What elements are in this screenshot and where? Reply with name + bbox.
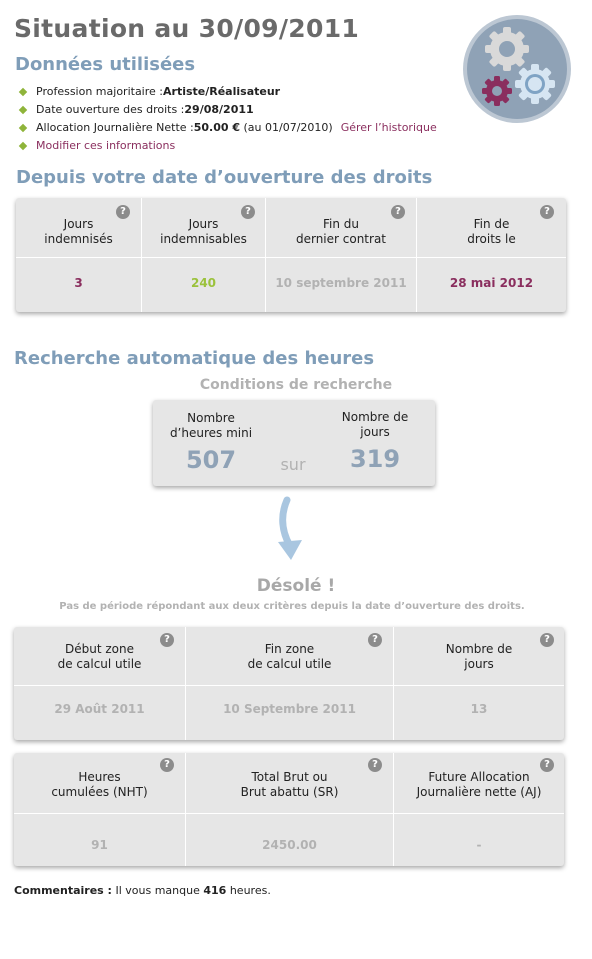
- value-jours-indemnisables: 240: [190, 276, 217, 290]
- diamond-bullet-icon: [19, 142, 27, 150]
- value-heures-cumulees: 91: [91, 838, 108, 852]
- help-icon[interactable]: ?: [540, 758, 554, 772]
- heures-col-nht: [14, 753, 186, 866]
- modify-info-link[interactable]: Modifier ces informations: [36, 139, 176, 152]
- result-title: Désolé !: [256, 576, 336, 596]
- col-header-line2: indemnisés: [44, 232, 113, 246]
- zone-col-jours: [394, 627, 564, 740]
- col-header-line1: Fin de: [473, 217, 510, 231]
- recherche-heading: Recherche automatique des heures: [14, 348, 375, 369]
- col-header-line1: Début zone: [65, 642, 134, 656]
- col-header-line1: Heures: [78, 770, 121, 784]
- help-icon[interactable]: ?: [391, 205, 405, 219]
- heures-col-brut: [186, 753, 394, 866]
- col-header-line1: Jours: [63, 217, 94, 231]
- date-value: 29/08/2011: [184, 103, 254, 116]
- col-header-line2: indemnisables: [160, 232, 247, 246]
- donnees-list: [18, 83, 437, 155]
- depuis-card: [16, 198, 566, 312]
- diamond-bullet-icon: [19, 124, 27, 132]
- help-icon[interactable]: ?: [160, 633, 174, 647]
- conditions-card: [153, 400, 435, 486]
- col-header-line2: Brut abattu (SR): [240, 785, 339, 799]
- heures-card: [14, 753, 564, 866]
- value-future-allocation: -: [476, 838, 482, 852]
- mini-header-line1: Nombre: [187, 411, 235, 425]
- sur-label: sur: [280, 455, 306, 474]
- list-item: [18, 119, 437, 137]
- profession-value: Artiste/Réalisateur: [163, 85, 281, 98]
- help-icon[interactable]: ?: [540, 205, 554, 219]
- diamond-bullet-icon: [19, 88, 27, 96]
- donnees-heading: Données utilisées: [15, 54, 196, 75]
- list-item: [18, 83, 437, 101]
- value-fin-zone: 10 Septembre 2011: [223, 702, 356, 716]
- commentaires-label: Commentaires :: [14, 884, 112, 897]
- zone-col-fin: [186, 627, 394, 740]
- heures-mini-value: 507: [185, 446, 237, 474]
- commentaires: [14, 884, 271, 897]
- gears-icon: [461, 13, 573, 125]
- col-header-line2: cumulées (NHT): [51, 785, 148, 799]
- col-header-line2: de calcul utile: [247, 657, 332, 671]
- help-icon[interactable]: ?: [241, 205, 255, 219]
- col-header-line1: Fin du: [322, 217, 359, 231]
- col-header-line1: Future Allocation: [428, 770, 530, 784]
- depuis-col-fin-droits: [417, 198, 566, 312]
- value-total-brut: 2450.00: [262, 838, 317, 852]
- page-title: Situation au 30/09/2011: [14, 14, 360, 43]
- heures-col-aj: [394, 753, 564, 866]
- col-header-line2: dernier contrat: [295, 232, 387, 246]
- depuis-heading: Depuis votre date d’ouverture des droits: [16, 167, 433, 188]
- help-icon[interactable]: ?: [116, 205, 130, 219]
- jours-header-line1: Nombre de: [341, 410, 409, 424]
- zone-card: [14, 627, 564, 740]
- conditions-heading: Conditions de recherche: [199, 377, 393, 393]
- zone-col-debut: [14, 627, 186, 740]
- value-jours-indemnises: 3: [74, 276, 83, 290]
- col-header-line2: de calcul utile: [57, 657, 142, 671]
- col-header-line2: droits le: [467, 232, 516, 246]
- mini-header-line2: d’heures mini: [169, 426, 253, 440]
- diamond-bullet-icon: [19, 106, 27, 114]
- list-item: [18, 137, 437, 155]
- help-icon[interactable]: ?: [160, 758, 174, 772]
- col-header-line1: Fin zone: [264, 642, 315, 656]
- value-fin-droits: 28 mai 2012: [449, 276, 534, 290]
- alloc-date: (au 01/07/2010): [240, 121, 333, 134]
- commentaires-text2: heures.: [226, 884, 271, 897]
- help-icon[interactable]: ?: [368, 758, 382, 772]
- value-nombre-jours: 13: [470, 702, 488, 716]
- missing-hours: 416: [203, 884, 227, 897]
- commentaires-text1: Il vous manque: [111, 884, 204, 897]
- col-header-line2: jours: [464, 657, 494, 671]
- col-header-line1: Nombre de: [445, 642, 513, 656]
- depuis-col-fin-contrat: [266, 198, 417, 312]
- jours-header-line2: jours: [360, 425, 390, 439]
- alloc-value: 50.00 €: [193, 121, 241, 134]
- col-header-line1: Jours: [188, 217, 219, 231]
- profession-label: Profession majoritaire :: [36, 85, 163, 98]
- depuis-col-indemnises: [16, 198, 142, 312]
- col-header-line2: Journalière nette (AJ): [416, 785, 542, 799]
- list-item: [18, 101, 437, 119]
- nombre-jours-value: 319: [349, 445, 401, 473]
- alloc-label: Allocation Journalière Nette :: [36, 121, 194, 134]
- manage-history-link[interactable]: Gérer l’historique: [340, 121, 437, 134]
- value-fin-contrat: 10 septembre 2011: [275, 276, 407, 290]
- value-debut-zone: 29 Août 2011: [54, 702, 145, 716]
- help-icon[interactable]: ?: [368, 633, 382, 647]
- col-header-line1: Total Brut ou: [251, 770, 328, 784]
- help-icon[interactable]: ?: [540, 633, 554, 647]
- depuis-col-indemnisables: [142, 198, 266, 312]
- result-message: Pas de période répondant aux deux critères depuis la date d’ouverture des droits.: [59, 601, 525, 612]
- date-label: Date ouverture des droits :: [36, 103, 185, 116]
- down-arrow-icon: [270, 496, 310, 564]
